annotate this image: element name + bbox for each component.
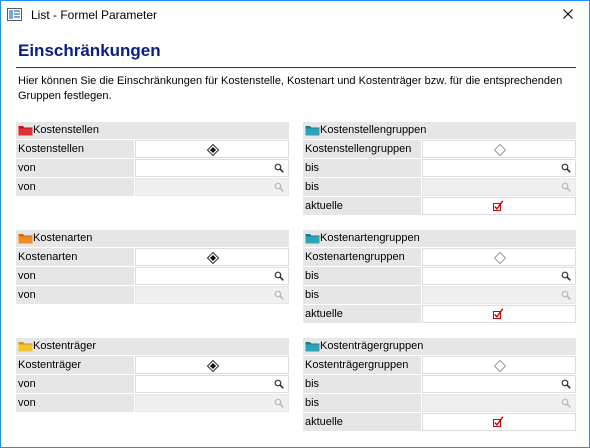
form-row [16,159,289,177]
panel-kostentraeger [16,338,289,412]
lookup-input[interactable] [422,159,576,177]
row-label: bis [303,394,421,412]
form-row [303,375,576,393]
red-folder-icon [18,124,33,136]
form-row [16,394,289,412]
row-label: von [16,286,134,304]
panel-title: Kostenstellengruppen [320,124,427,136]
teal-folder-icon [305,124,320,136]
close-button[interactable] [551,3,585,25]
form-row [303,197,576,215]
diamond-selected-icon[interactable] [207,360,219,372]
lookup-input[interactable] [135,267,289,285]
row-label: Kostenartengruppen [303,248,421,266]
row-label: bis [303,267,421,285]
checkbox-checked-icon[interactable] [493,308,504,320]
row-label: von [16,394,134,412]
panel-header [16,338,289,355]
form-row [16,178,289,196]
teal-folder-icon [305,340,320,352]
row-label: Kostenstellengruppen [303,140,421,158]
form-row [16,286,289,304]
form-row [16,356,289,374]
diamond-selected-icon[interactable] [207,144,219,156]
form-row [303,413,576,431]
form-row [16,140,289,158]
heading-divider [16,67,576,68]
selector-field[interactable] [422,140,576,158]
row-label: bis [303,178,421,196]
search-icon[interactable] [561,398,571,408]
selector-field[interactable] [135,356,289,374]
selector-field[interactable] [422,248,576,266]
lookup-input[interactable] [422,375,576,393]
orange-folder-icon [18,232,33,244]
search-icon[interactable] [274,163,284,173]
title-bar[interactable] [1,1,589,29]
form-row [303,159,576,177]
row-label: Kostenstellen [16,140,134,158]
search-icon[interactable] [561,379,571,389]
row-label: von [16,178,134,196]
row-label: von [16,159,134,177]
panel-title: Kostenarten [33,232,93,244]
panel-header [16,230,289,247]
search-icon[interactable] [274,271,284,281]
row-label: bis [303,286,421,304]
form-row [16,267,289,285]
close-icon [563,9,573,19]
page-title: Einschränkungen [18,41,161,60]
search-icon[interactable] [274,290,284,300]
search-icon[interactable] [561,182,571,192]
search-icon[interactable] [561,271,571,281]
panel-title: Kostenträgergruppen [320,340,424,352]
form-row [16,248,289,266]
selector-field[interactable] [135,248,289,266]
search-icon[interactable] [274,182,284,192]
form-row [16,375,289,393]
row-label: bis [303,375,421,393]
panel-header [303,230,576,247]
panel-kostenartengruppen [303,230,576,323]
lookup-input[interactable] [135,159,289,177]
lookup-input-disabled [422,394,576,412]
row-label: Kostenarten [16,248,134,266]
panel-title: Kostenstellen [33,124,100,136]
panel-kostenstellengruppen [303,122,576,215]
panel-header [303,122,576,139]
row-label: aktuelle [303,305,421,323]
diamond-empty-icon[interactable] [494,144,506,156]
panel-kostenstellen [16,122,289,196]
panel-header [303,338,576,355]
list-app-icon [7,8,22,21]
diamond-empty-icon[interactable] [494,360,506,372]
form-row [303,248,576,266]
checkbox-field[interactable] [422,197,576,215]
form-row [303,356,576,374]
form-row [303,140,576,158]
row-label: Kostenträgergruppen [303,356,421,374]
lookup-input[interactable] [135,375,289,393]
lookup-input-disabled [135,178,289,196]
form-row [303,394,576,412]
row-label: bis [303,159,421,177]
description-text: Hier können Sie die Einschränkungen für Kostenstelle, Kostenart und Kostenträger bzw. für die entsprechenden Gruppen festlegen. [18,75,563,102]
checkbox-field[interactable] [422,305,576,323]
form-row [303,305,576,323]
lookup-input-disabled [135,286,289,304]
form-row [303,178,576,196]
row-label: aktuelle [303,413,421,431]
diamond-empty-icon[interactable] [494,252,506,264]
form-row [303,267,576,285]
selector-field[interactable] [422,356,576,374]
lookup-input-disabled [422,178,576,196]
panel-title: Kostenartengruppen [320,232,420,244]
form-row [303,286,576,304]
panel-header [16,122,289,139]
row-label: aktuelle [303,197,421,215]
search-icon[interactable] [561,163,571,173]
checkbox-checked-icon[interactable] [493,200,504,212]
diamond-selected-icon[interactable] [207,252,219,264]
panel-kostenarten [16,230,289,304]
search-icon[interactable] [274,398,284,408]
search-icon[interactable] [561,290,571,300]
row-label: von [16,267,134,285]
selector-field[interactable] [135,140,289,158]
window-title: List - Formel Parameter [31,8,158,22]
panel-title: Kostenträger [33,340,96,352]
yellow-folder-icon [18,340,33,352]
checkbox-checked-icon[interactable] [493,416,504,428]
row-label: Kostenträger [16,356,134,374]
lookup-input[interactable] [422,267,576,285]
row-label: von [16,375,134,393]
checkbox-field[interactable] [422,413,576,431]
search-icon[interactable] [274,379,284,389]
lookup-input-disabled [135,394,289,412]
lookup-input-disabled [422,286,576,304]
teal-folder-icon [305,232,320,244]
panel-kostentraegergruppen [303,338,576,431]
